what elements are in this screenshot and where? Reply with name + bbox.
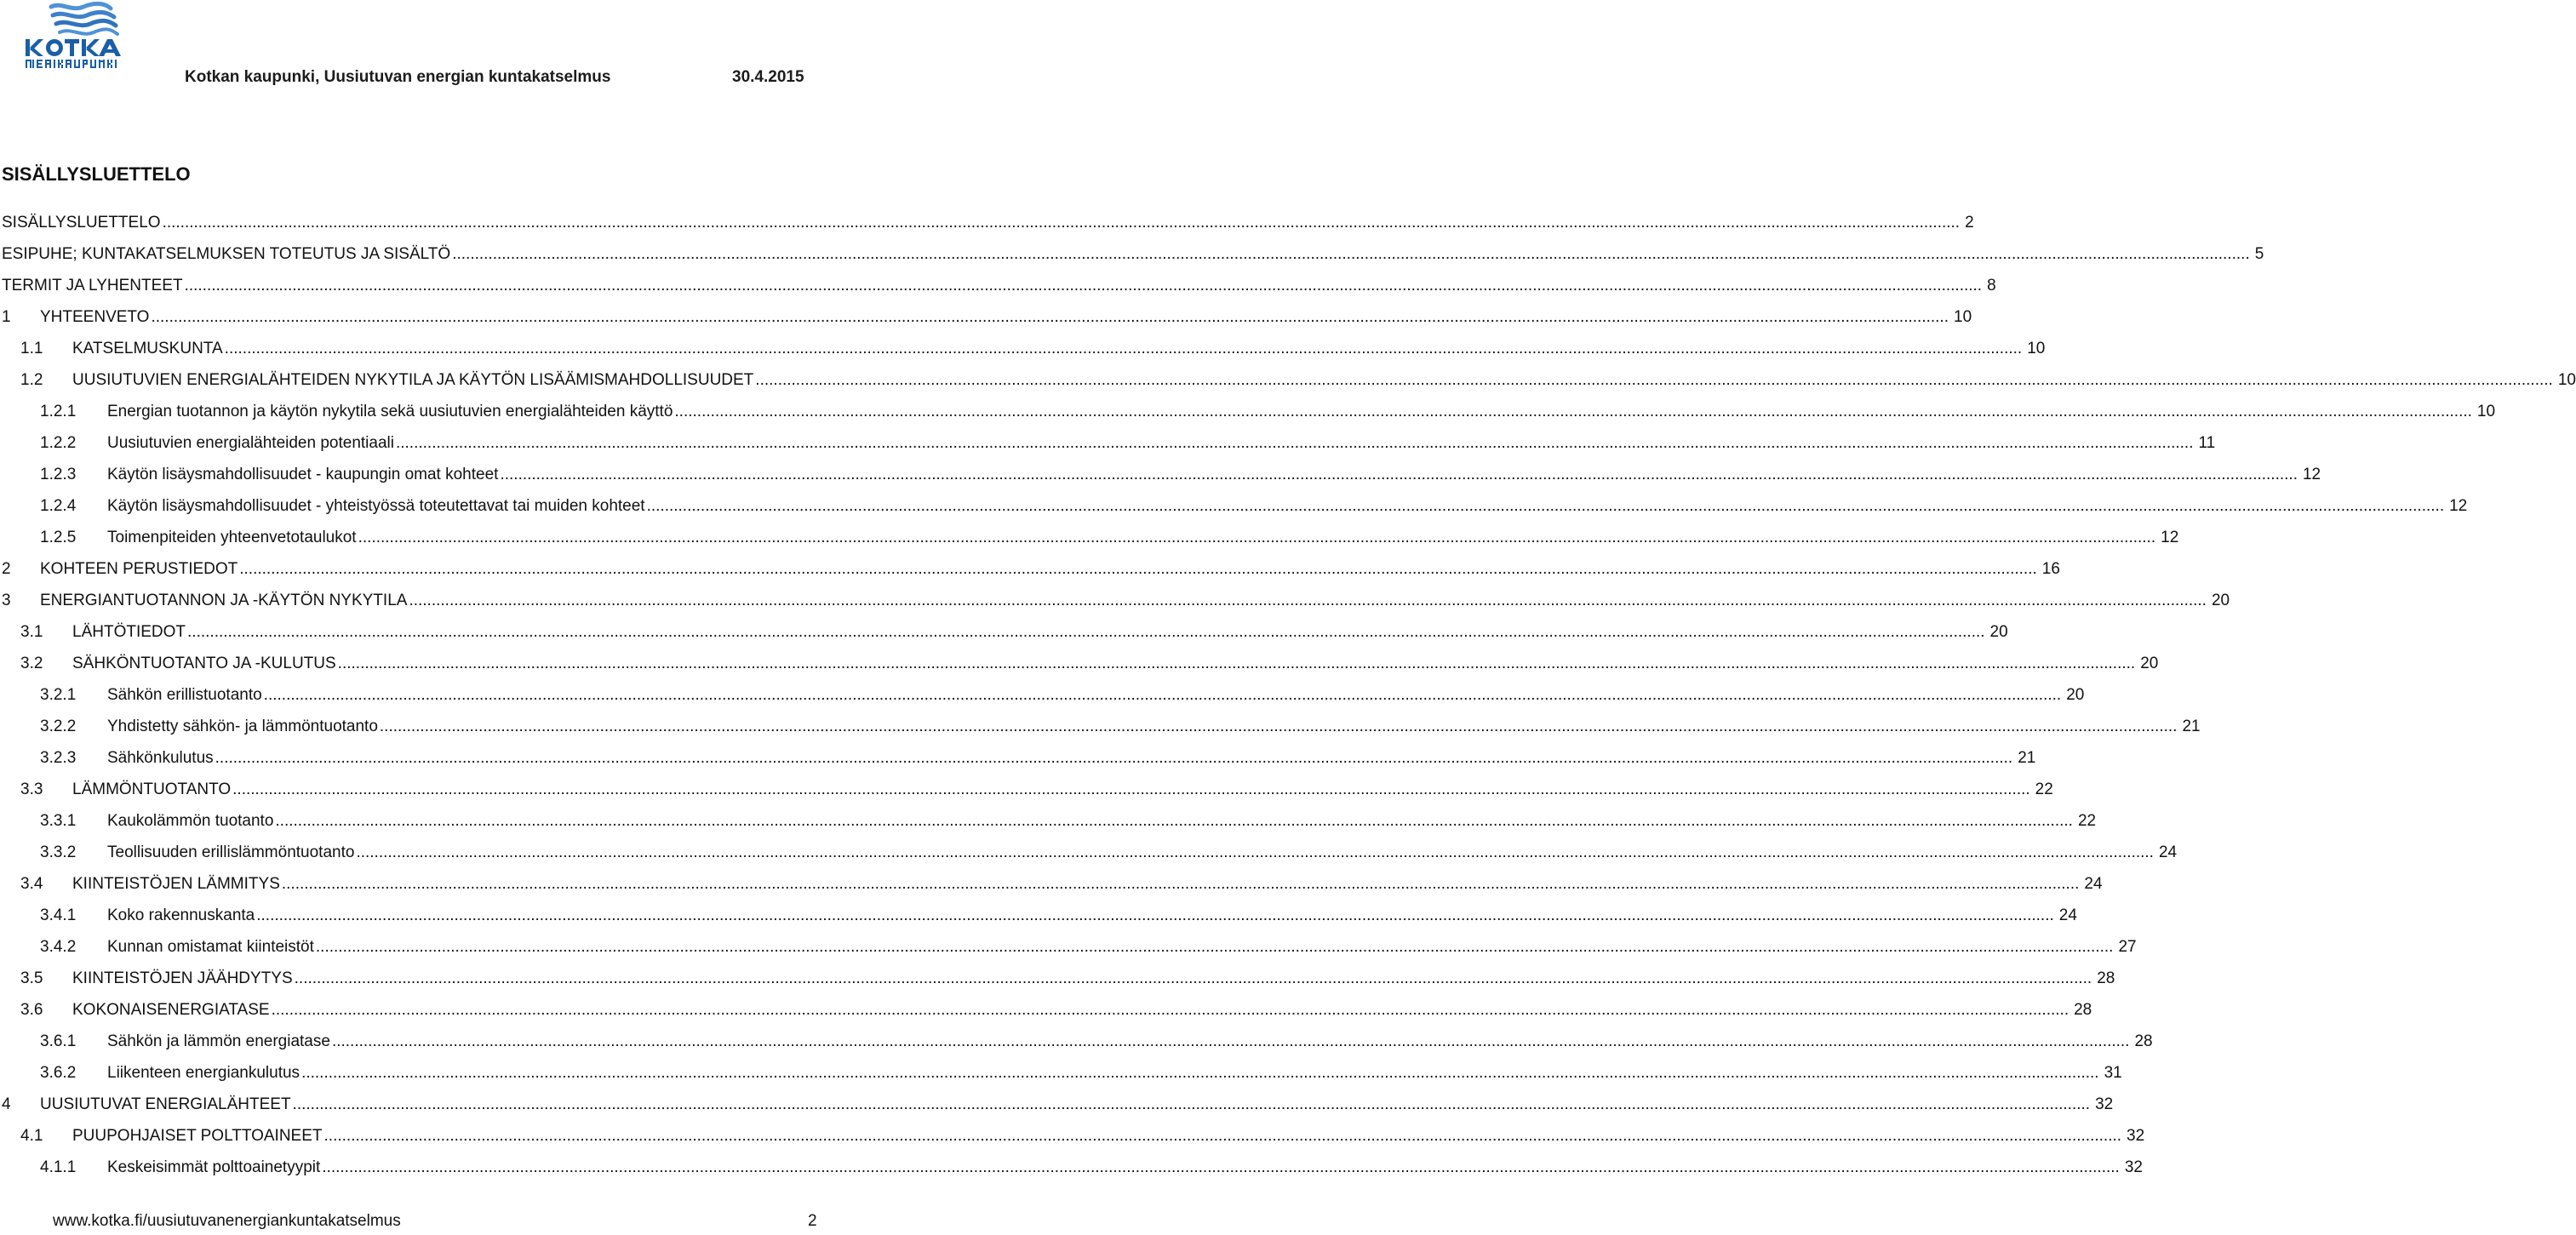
toc-entry-number: 4.1.1 [40, 1158, 77, 1176]
toc-entry-line [107, 492, 2468, 521]
toc-entry[interactable] [2, 775, 2053, 807]
toc-entry-page: 10 [2557, 371, 2576, 389]
toc-dot-leader: ................................................................................................................................................................................................................................................................................................................................................................................................................ [395, 434, 2194, 452]
toc-entry-title: LÄMMÖNTUOTANTO [72, 780, 232, 798]
kotka-logo [22, 2, 129, 71]
toc-entry-number: 3.3 [20, 780, 43, 798]
toc-entry-number: 3.4.1 [40, 906, 77, 924]
toc-dot-leader: ................................................................................................................................................................................................................................................................................................................................................................................................................ [224, 340, 2023, 357]
toc-entry-number: 1.2.2 [40, 434, 77, 452]
toc-dot-leader: ................................................................................................................................................................................................................................................................................................................................................................................................................ [271, 1001, 2069, 1019]
toc-entry-page: 12 [2302, 466, 2321, 483]
toc-entry[interactable] [2, 933, 2137, 964]
toc-entry-title: UUSIUTUVIEN ENERGIALÄHTEIDEN NYKYTILA JA KÄYTÖN LISÄÄMISMAHDOLLISUUDET [72, 371, 754, 389]
toc-entry-number: 4 [2, 1095, 11, 1113]
toc-entry-line [40, 303, 1972, 332]
toc-entry-number: 3.6.1 [40, 1032, 77, 1050]
toc-entry-number: 2 [2, 560, 11, 578]
toc-entry-title: KIINTEISTÖJEN LÄMMITYS [72, 875, 280, 893]
toc-entry-page: 20 [2140, 655, 2159, 672]
toc-entry-page: 32 [2127, 1127, 2145, 1145]
toc-dot-leader: ................................................................................................................................................................................................................................................................................................................................................................................................................ [646, 497, 2445, 515]
toc-entry[interactable] [2, 272, 1996, 303]
toc-entry-line [72, 334, 2046, 363]
toc-entry-number: 1.2.5 [40, 529, 77, 546]
toc-entry-line [107, 523, 2179, 552]
toc-entry-title: Yhdistetty sähkön- ja lämmöntuotanto [107, 718, 378, 735]
toc-entry-title: SISÄLLYSLUETTELO [2, 214, 161, 232]
toc-entry[interactable] [2, 1090, 2114, 1122]
toc-entry-line [107, 901, 2077, 930]
toc-entry-page: 21 [2182, 718, 2201, 735]
kotka-wordmark [26, 39, 121, 56]
toc-entry-line [107, 838, 2178, 867]
toc-entry-line [2, 209, 1974, 237]
toc-entry-page: 20 [2066, 686, 2085, 704]
toc-entry-page: 21 [2018, 749, 2036, 767]
toc-dot-leader: ................................................................................................................................................................................................................................................................................................................................................................................................................ [162, 214, 1961, 232]
toc-dot-leader: ................................................................................................................................................................................................................................................................................................................................................................................................................ [409, 592, 2207, 609]
toc-entry-title: SÄHKÖNTUOTANTO JA -KULUTUS [72, 655, 336, 672]
toc-entry[interactable] [2, 649, 2159, 681]
toc-entry-title: Uusiutuvien energialähteiden potentiaali [107, 434, 394, 452]
toc-entry[interactable] [2, 964, 2115, 996]
toc-dot-leader: ................................................................................................................................................................................................................................................................................................................................................................................................................ [356, 843, 2154, 861]
toc-entry-title: Keskeisimmät polttoainetyypit [107, 1158, 321, 1176]
toc-entry-title: Sähkön ja lämmön energiatase [107, 1032, 330, 1050]
toc-entry[interactable] [2, 1153, 2143, 1185]
toc-entry[interactable] [2, 1122, 2145, 1153]
toc-entry-number: 3.2.3 [40, 749, 77, 767]
toc-entry-number: 1.1 [20, 340, 43, 357]
toc-dot-leader: ................................................................................................................................................................................................................................................................................................................................................................................................................ [275, 812, 2073, 830]
document-title: SISÄLLYSLUETTELO [2, 163, 191, 185]
toc-entry[interactable] [2, 492, 2468, 523]
toc-entry[interactable] [2, 555, 2060, 586]
toc-entry[interactable] [2, 209, 1974, 240]
toc-entry-title: ENERGIANTUOTANNON JA -KÄYTÖN NYKYTILA [40, 592, 408, 609]
toc-entry-line [2, 272, 1996, 300]
toc-entry-title: KATSELMUSKUNTA [72, 340, 223, 357]
footer-page-number: 2 [808, 1212, 817, 1230]
toc-dot-leader: ................................................................................................................................................................................................................................................................................................................................................................................................................ [358, 529, 2156, 546]
toc-dot-leader: ................................................................................................................................................................................................................................................................................................................................................................................................................ [239, 560, 2037, 578]
toc-entry-title: Käytön lisäysmahdollisuudet - kaupungin omat kohteet [107, 466, 499, 483]
toc-entry-line [107, 807, 2097, 836]
toc-entry-number: 3.4.2 [40, 938, 77, 956]
header-date: 30.4.2015 [732, 68, 804, 86]
toc-entry-page: 24 [2058, 906, 2077, 924]
toc-entry-line [107, 744, 2036, 773]
table-of-contents [2, 209, 2576, 1185]
toc-entry[interactable] [2, 712, 2201, 744]
toc-entry-page: 27 [2118, 938, 2137, 956]
toc-dot-leader: ................................................................................................................................................................................................................................................................................................................................................................................................................ [331, 1032, 2130, 1050]
toc-entry-page: 16 [2041, 560, 2060, 578]
toc-entry[interactable] [2, 870, 2103, 901]
toc-entry-number: 1.2.4 [40, 497, 77, 515]
footer-url[interactable]: www.kotka.fi/uusiutuvanenergiankuntakatselmus [53, 1212, 401, 1230]
toc-entry[interactable] [2, 1027, 2153, 1059]
toc-entry-line [72, 775, 2053, 804]
toc-entry-page: 12 [2449, 497, 2468, 515]
toc-entry-number: 3.1 [20, 623, 43, 641]
toc-entry-page: 10 [1954, 308, 1972, 326]
toc-entry[interactable] [2, 744, 2036, 775]
toc-entry-number: 1.2.3 [40, 466, 77, 483]
toc-dot-leader: ................................................................................................................................................................................................................................................................................................................................................................................................................ [281, 875, 2080, 893]
toc-entry-line [107, 1059, 2122, 1088]
toc-entry-page: 10 [2027, 340, 2046, 357]
toc-entry-title: Sähkön erillistuotanto [107, 686, 262, 704]
toc-dot-leader: ................................................................................................................................................................................................................................................................................................................................................................................................................ [151, 308, 1949, 326]
toc-entry-number: 1.2 [20, 371, 43, 389]
toc-entry-title: Liikenteen energiankulutus [107, 1064, 301, 1082]
toc-dot-leader: ................................................................................................................................................................................................................................................................................................................................................................................................................ [755, 371, 2553, 389]
toc-entry-line [72, 1122, 2145, 1151]
toc-entry[interactable] [2, 303, 1972, 334]
wave-icon [51, 3, 117, 34]
toc-entry-line [40, 1090, 2114, 1119]
toc-entry-title: Sähkönkulutus [107, 749, 214, 767]
toc-entry-title: Toimenpiteiden yhteenvetotaulukot [107, 529, 357, 546]
toc-entry-page: 20 [1989, 623, 2008, 641]
toc-entry[interactable] [2, 334, 2046, 366]
toc-entry-page: 24 [2158, 843, 2178, 861]
toc-dot-leader: ................................................................................................................................................................................................................................................................................................................................................................................................................ [322, 1158, 2120, 1176]
toc-dot-leader: ................................................................................................................................................................................................................................................................................................................................................................................................................ [315, 938, 2114, 956]
toc-entry-page: 22 [2077, 812, 2097, 830]
toc-entry-page: 22 [2035, 780, 2053, 798]
toc-entry-page: 32 [2095, 1095, 2114, 1113]
toc-entry-title: YHTEENVETO [40, 308, 150, 326]
toc-dot-leader: ................................................................................................................................................................................................................................................................................................................................................................................................................ [500, 466, 2298, 483]
toc-entry-line [72, 649, 2159, 678]
toc-dot-leader: ................................................................................................................................................................................................................................................................................................................................................................................................................ [294, 969, 2092, 987]
toc-entry-line [107, 397, 2496, 426]
toc-dot-leader: ................................................................................................................................................................................................................................................................................................................................................................................................................ [674, 403, 2472, 420]
toc-entry[interactable] [2, 901, 2077, 933]
toc-entry[interactable] [2, 681, 2085, 712]
toc-dot-leader: ................................................................................................................................................................................................................................................................................................................................................................................................................ [184, 277, 1983, 294]
toc-entry-line [107, 681, 2085, 710]
toc-entry-page: 20 [2211, 592, 2230, 609]
toc-dot-leader: ................................................................................................................................................................................................................................................................................................................................................................................................................ [232, 780, 2030, 798]
toc-dot-leader: ................................................................................................................................................................................................................................................................................................................................................................................................................ [187, 623, 1985, 641]
toc-entry-title: Kaukolämmön tuotanto [107, 812, 274, 830]
toc-entry-page: 8 [1987, 277, 1996, 294]
toc-entry-number: 3.6 [20, 1001, 43, 1019]
toc-dot-leader: ................................................................................................................................................................................................................................................................................................................................................................................................................ [379, 718, 2178, 735]
toc-entry-number: 1.2.1 [40, 403, 77, 420]
toc-entry-number: 3 [2, 592, 11, 609]
toc-entry-page: 28 [2097, 969, 2115, 987]
toc-entry-line [72, 618, 2008, 647]
toc-entry-page: 12 [2161, 529, 2179, 546]
toc-entry-page: 28 [2134, 1032, 2153, 1050]
toc-dot-leader: ................................................................................................................................................................................................................................................................................................................................................................................................................ [256, 906, 2054, 924]
toc-entry-number: 3.5 [20, 969, 43, 987]
toc-dot-leader: ................................................................................................................................................................................................................................................................................................................................................................................................................ [337, 655, 2136, 672]
toc-dot-leader: ................................................................................................................................................................................................................................................................................................................................................................................................................ [215, 749, 2013, 767]
toc-entry[interactable] [2, 366, 2576, 397]
toc-entry[interactable] [2, 996, 2092, 1027]
toc-entry-title: Käytön lisäysmahdollisuudet - yhteistyössä toteutettavat tai muiden kohteet [107, 497, 645, 515]
toc-entry-title: KOHTEEN PERUSTIEDOT [40, 560, 238, 578]
toc-entry-title: Koko rakennuskanta [107, 906, 255, 924]
toc-entry-line [72, 870, 2103, 899]
toc-entry[interactable] [2, 397, 2496, 429]
toc-entry-page: 10 [2476, 403, 2496, 420]
toc-entry-line [107, 933, 2137, 962]
toc-entry-number: 3.3.1 [40, 812, 77, 830]
toc-entry-line [72, 366, 2576, 395]
toc-entry-line [40, 586, 2230, 615]
toc-entry-title: ESIPUHE; KUNTAKATSELMUKSEN TOTEUTUS JA SISÄLTÖ [2, 245, 451, 263]
toc-entry-page: 2 [1965, 214, 1974, 232]
toc-entry-title: Energian tuotannon ja käytön nykytila sekä uusiutuvien energialähteiden käyttö [107, 403, 673, 420]
toc-entry-title: PUUPOHJAISET POLTTOAINEET [72, 1127, 323, 1145]
toc-dot-leader: ................................................................................................................................................................................................................................................................................................................................................................................................................ [452, 245, 2250, 263]
toc-dot-leader: ................................................................................................................................................................................................................................................................................................................................................................................................................ [263, 686, 2062, 704]
toc-dot-leader: ................................................................................................................................................................................................................................................................................................................................................................................................................ [323, 1127, 2122, 1145]
toc-entry-number: 3.6.2 [40, 1064, 77, 1082]
toc-entry[interactable] [2, 240, 2264, 272]
toc-entry-title: Teollisuuden erillislämmöntuotanto [107, 843, 355, 861]
merikaupunki-tagline [26, 60, 117, 68]
toc-entry-number: 3.2.1 [40, 686, 77, 704]
toc-entry-number: 1 [2, 308, 11, 326]
toc-entry-page: 32 [2124, 1158, 2143, 1176]
toc-entry-number: 4.1 [20, 1127, 43, 1145]
toc-entry-line [40, 555, 2060, 584]
toc-entry[interactable] [2, 618, 2008, 649]
toc-entry[interactable] [2, 838, 2178, 870]
toc-entry-number: 3.4 [20, 875, 43, 893]
toc-entry-line [107, 1153, 2143, 1182]
toc-entry[interactable] [2, 586, 2230, 618]
toc-entry[interactable] [2, 429, 2216, 460]
toc-entry-title: LÄHTÖTIEDOT [72, 623, 186, 641]
toc-entry-line [107, 712, 2201, 741]
toc-entry[interactable] [2, 807, 2097, 838]
toc-entry-page: 5 [2254, 245, 2264, 263]
toc-entry-line [72, 996, 2092, 1025]
toc-entry-title: UUSIUTUVAT ENERGIALÄHTEET [40, 1095, 291, 1113]
toc-entry-line [72, 964, 2115, 993]
toc-entry-page: 11 [2198, 434, 2216, 452]
toc-entry[interactable] [2, 460, 2321, 492]
toc-entry[interactable] [2, 523, 2179, 555]
toc-entry-number: 3.2.2 [40, 718, 77, 735]
header-title: Kotkan kaupunki, Uusiutuvan energian kuntakatselmus [185, 68, 611, 86]
toc-entry[interactable] [2, 1059, 2122, 1090]
toc-entry-line [107, 429, 2216, 458]
toc-entry-number: 3.2 [20, 655, 43, 672]
toc-entry-title: Kunnan omistamat kiinteistöt [107, 938, 314, 956]
toc-dot-leader: ................................................................................................................................................................................................................................................................................................................................................................................................................ [301, 1064, 2099, 1082]
toc-entry-number: 3.3.2 [40, 843, 77, 861]
toc-entry-page: 24 [2084, 875, 2103, 893]
toc-entry-title: TERMIT JA LYHENTEET [2, 277, 183, 294]
toc-entry-page: 31 [2104, 1064, 2122, 1082]
toc-entry-title: KOKONAISENERGIATASE [72, 1001, 270, 1019]
toc-entry-line [2, 240, 2264, 269]
toc-entry-line [107, 1027, 2153, 1056]
toc-dot-leader: ................................................................................................................................................................................................................................................................................................................................................................................................................ [292, 1095, 2091, 1113]
toc-entry-title: KIINTEISTÖJEN JÄÄHDYTYS [72, 969, 293, 987]
toc-entry-line [107, 460, 2321, 489]
toc-entry-page: 28 [2074, 1001, 2092, 1019]
